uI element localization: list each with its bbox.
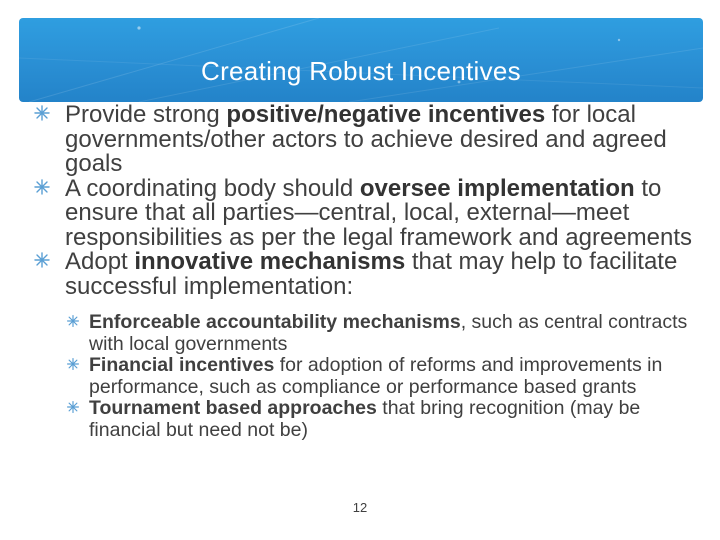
bullet-item	[19, 103, 703, 177]
bullet-item	[19, 174, 703, 251]
sub-bullet-text: Financial incentives for adoption of reforms and improvements in performance, such as compliance or performance based grants	[89, 354, 663, 398]
asterisk-bullet-icon	[66, 357, 80, 371]
asterisk-bullet-icon	[33, 178, 51, 196]
sub-bullet-item	[19, 398, 703, 441]
asterisk-bullet-icon	[66, 314, 80, 328]
title-band	[19, 18, 703, 102]
asterisk-bullet-icon	[33, 251, 51, 269]
bullet-text: Provide strong positive/negative incentives for local governments/other actors to achieve desired and agreed goals	[65, 101, 667, 177]
slide-title: Creating Robust Incentives	[201, 56, 521, 86]
slide-content	[19, 103, 703, 441]
bullet-text: Adopt innovative mechanisms that may help to facilitate successful implementation:	[65, 248, 678, 300]
sub-bullet-text: Tournament based approaches that bring recognition (may be financial but need not be)	[89, 397, 641, 441]
page-number: 12	[352, 500, 368, 515]
sub-bullet-item	[19, 312, 703, 355]
sub-bullet-item	[19, 355, 703, 398]
bullet-text: A coordinating body should oversee implementation to ensure that all parties—central, local, external—meet responsibilities as per the legal framework and agreements	[65, 174, 692, 251]
sub-bullet-text: Enforceable accountability mechanisms, such as central contracts with local governments	[89, 311, 688, 355]
asterisk-bullet-icon	[66, 400, 80, 414]
asterisk-bullet-icon	[33, 104, 51, 122]
bullet-item	[19, 250, 703, 299]
